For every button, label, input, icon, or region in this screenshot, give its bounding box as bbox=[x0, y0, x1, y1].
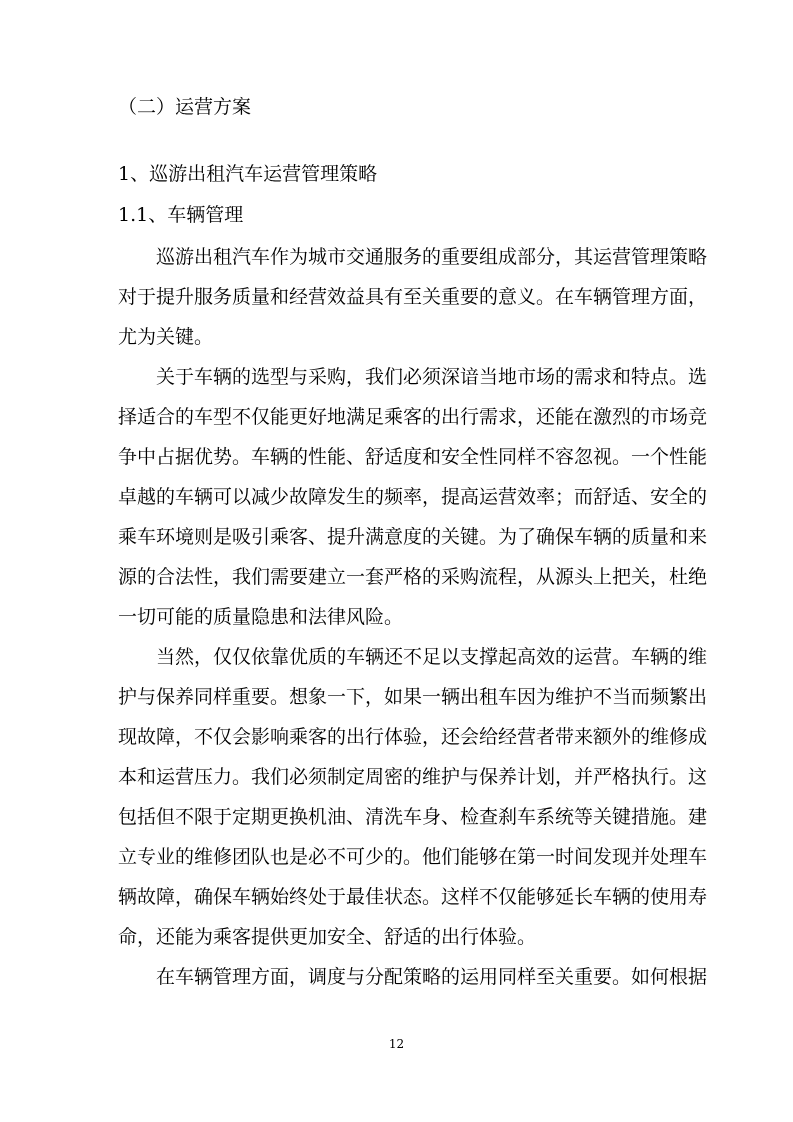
paragraph-4 bbox=[118, 957, 708, 997]
text-line: 卓越的车辆可以减少故障发生的频率，提高运营效率；而舒适、安全的 bbox=[118, 486, 708, 508]
text-line: 尤为关键。 bbox=[118, 326, 214, 348]
text-line: 巡游出租汽车作为城市交通服务的重要组成部分，其运营管理策略 bbox=[156, 246, 708, 268]
text-line: 命，还能为乘客提供更加安全、舒适的出行体验。 bbox=[118, 926, 537, 948]
paragraph-2 bbox=[118, 357, 708, 637]
text-line: 乘车环境则是吸引乘客、提升满意度的关键。为了确保车辆的质量和来 bbox=[118, 526, 708, 548]
heading-level-1: 1、巡游出租汽车运营管理策略 bbox=[118, 163, 378, 185]
text-line: 择适合的车型不仅能更好地满足乘客的出行需求，还能在激烈的市场竞 bbox=[118, 406, 708, 428]
text-line: 一切可能的质量隐患和法律风险。 bbox=[118, 606, 404, 628]
text-line: 关于车辆的选型与采购，我们必须深谙当地市场的需求和特点。选 bbox=[156, 366, 708, 388]
paragraph-1 bbox=[118, 237, 708, 357]
text-line: 当然，仅仅依靠优质的车辆还不足以支撑起高效的运营。车辆的维 bbox=[156, 646, 708, 668]
text-line: 在车辆管理方面，调度与分配策略的运用同样至关重要。如何根据 bbox=[156, 966, 708, 988]
text-line: 源的合法性，我们需要建立一套严格的采购流程，从源头上把关，杜绝 bbox=[118, 566, 708, 588]
section-title: （二）运营方案 bbox=[118, 96, 252, 118]
text-line: 立专业的维修团队也是必不可少的。他们能够在第一时间发现并处理车 bbox=[118, 846, 708, 868]
text-line: 辆故障，确保车辆始终处于最佳状态。这样不仅能够延长车辆的使用寿 bbox=[118, 886, 708, 908]
text-line: 对于提升服务质量和经营效益具有至关重要的意义。在车辆管理方面， bbox=[118, 286, 708, 308]
paragraph-3 bbox=[118, 637, 708, 957]
body-text bbox=[118, 237, 708, 997]
page-number: 12 bbox=[388, 1037, 405, 1051]
text-line: 本和运营压力。我们必须制定周密的维护与保养计划，并严格执行。这 bbox=[118, 766, 708, 788]
text-line: 争中占据优势。车辆的性能、舒适度和安全性同样不容忽视。一个性能 bbox=[118, 446, 708, 468]
text-line: 现故障，不仅会影响乘客的出行体验，还会给经营者带来额外的维修成 bbox=[118, 726, 708, 748]
heading-level-2: 1.1、车辆管理 bbox=[118, 204, 244, 226]
text-line: 包括但不限于定期更换机油、清洗车身、检查刹车系统等关键措施。建 bbox=[118, 806, 708, 828]
text-line: 护与保养同样重要。想象一下，如果一辆出租车因为维护不当而频繁出 bbox=[118, 686, 708, 708]
